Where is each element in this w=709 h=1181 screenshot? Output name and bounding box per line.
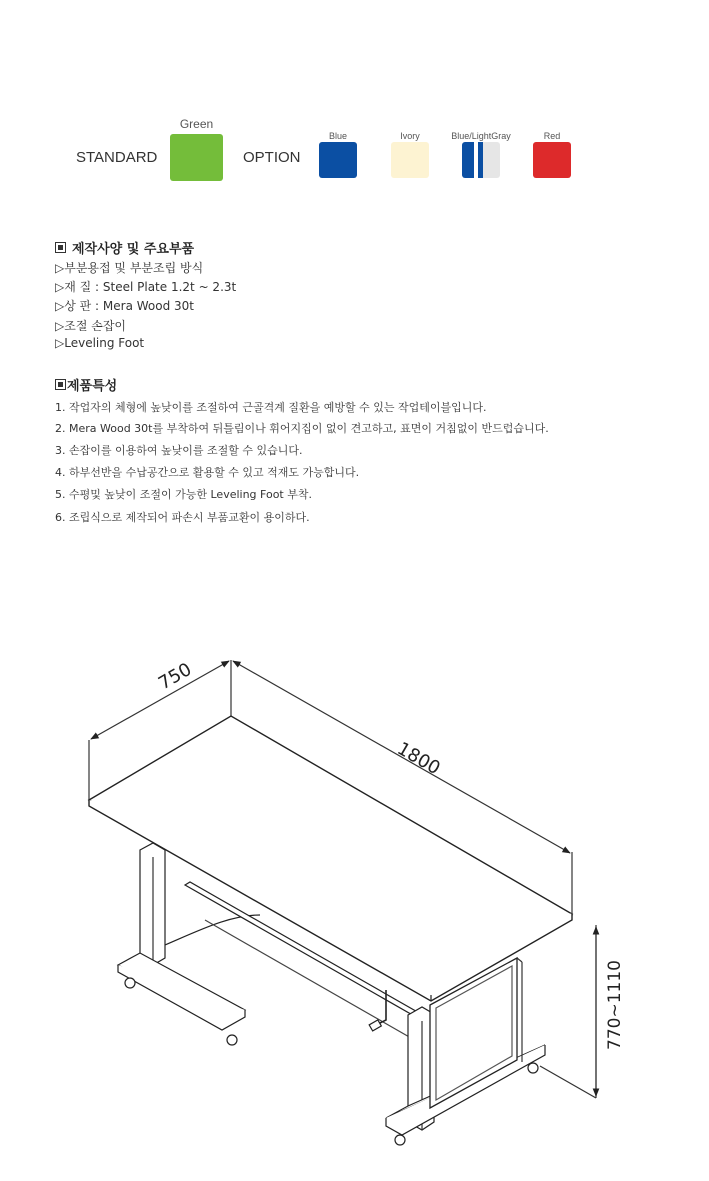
depth-label: 750 bbox=[155, 658, 196, 695]
feature-line: 3. 손잡이를 이용하여 높낮이를 조절할 수 있습니다. bbox=[55, 444, 303, 457]
table-dimension-drawing bbox=[0, 600, 709, 1181]
swatch-red bbox=[533, 142, 571, 178]
leveling-foot bbox=[528, 1063, 538, 1073]
extension-line bbox=[540, 1066, 596, 1098]
feature-line: 2. Mera Wood 30t를 부착하여 뒤틀림이나 휘어지집이 없이 견고하고, 표면이 거침없이 반드럽습니다. bbox=[55, 422, 549, 435]
left-foot bbox=[118, 965, 245, 1030]
feature-line: 6. 조립식으로 제작되어 파손시 부품교환이 용이하다. bbox=[55, 511, 310, 524]
specs-title bbox=[55, 238, 194, 257]
crank-grip bbox=[369, 1020, 381, 1031]
width-label: 1800 bbox=[393, 738, 444, 780]
swatch-label-blue: Blue bbox=[328, 131, 347, 141]
features-title-text: 제품특성 bbox=[67, 379, 118, 394]
swatch-green bbox=[170, 134, 223, 181]
spec-line: ▷조절 손잡이 bbox=[55, 319, 127, 333]
leveling-foot bbox=[395, 1135, 405, 1145]
swatch-label-red: Red bbox=[543, 131, 561, 141]
leveling-foot bbox=[125, 978, 135, 988]
cabinet-edge bbox=[517, 958, 522, 962]
spec-line: ▷상 판 : Mera Wood 30t bbox=[55, 299, 194, 313]
swatch-ivory bbox=[391, 142, 429, 178]
swatch-label-green: Green bbox=[179, 117, 214, 131]
spec-line: ▷재 질 : Steel Plate 1.2t ~ 2.3t bbox=[55, 280, 237, 294]
option-label: OPTION bbox=[243, 149, 301, 166]
spec-line: ▷부분용접 및 부분조립 방식 bbox=[55, 261, 204, 275]
square-bullet-icon bbox=[55, 379, 66, 390]
features-title bbox=[55, 375, 117, 394]
feature-line: 5. 수평및 높낮이 조절이 가능한 Leveling Foot 부착. bbox=[55, 488, 312, 501]
standard-label: STANDARD bbox=[76, 149, 158, 166]
swatch-label-blue-lightgray: Blue/LightGray bbox=[451, 131, 511, 141]
square-bullet-icon bbox=[55, 242, 66, 253]
swatch-blue-lightgray bbox=[462, 142, 500, 178]
swatch-label-ivory: Ivory bbox=[400, 131, 420, 141]
height-label: 770~1110 bbox=[605, 960, 625, 1050]
feature-line: 4. 하부선반을 수납공간으로 활용할 수 있고 적재도 가능합니다. bbox=[55, 466, 360, 479]
leveling-foot bbox=[227, 1035, 237, 1045]
feature-line: 1. 작업자의 체형에 높낮이를 조절하여 근골격계 질환을 예방할 수 있는 작업테이블입니다. bbox=[55, 401, 487, 414]
spec-line: ▷Leveling Foot bbox=[55, 336, 145, 350]
specs-title-text: 제작사양 및 주요부품 bbox=[72, 242, 195, 257]
swatch-blue bbox=[319, 142, 357, 178]
